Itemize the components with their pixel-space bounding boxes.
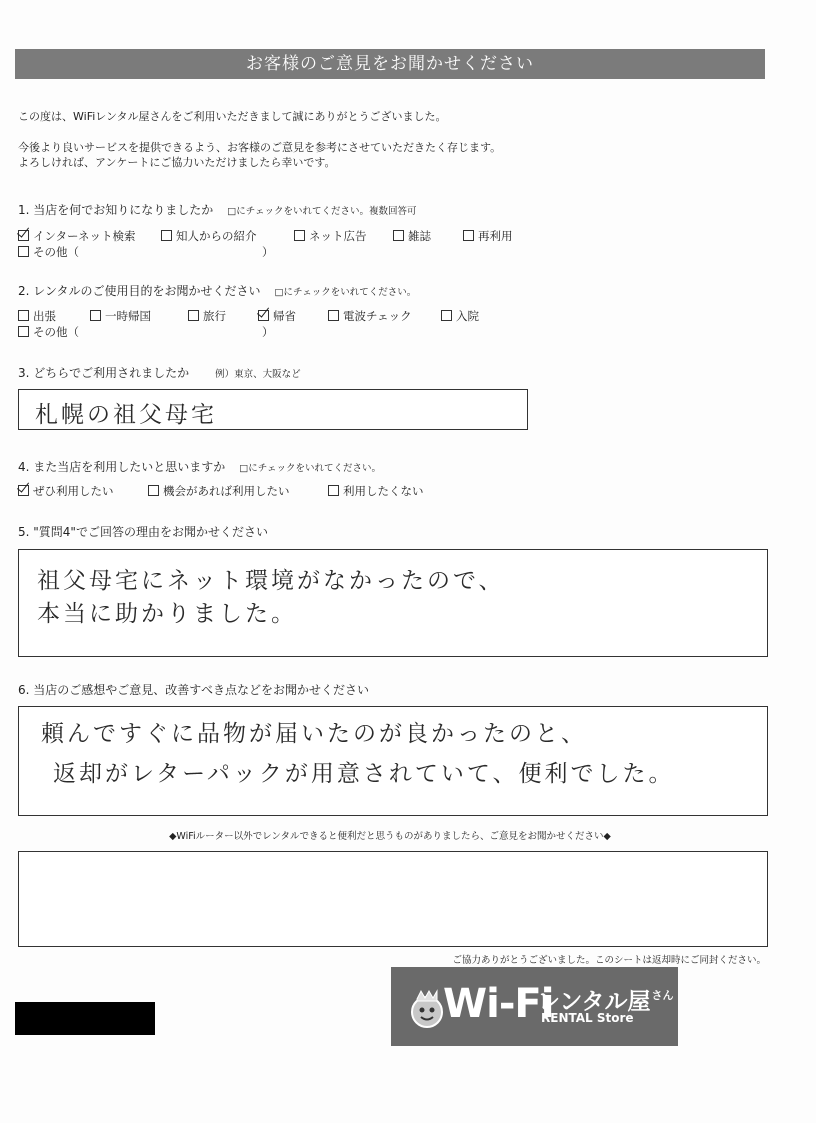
- q2-option-hospital[interactable]: 入院: [441, 308, 479, 324]
- question-5-answer-line-2: 本当に助かりました。: [37, 601, 297, 627]
- q2-option-business-trip[interactable]: 出張: [18, 308, 56, 324]
- logo-english-text: RENTAL Store: [541, 1011, 634, 1025]
- question-4-options: [18, 483, 798, 499]
- q2-option-signal-check[interactable]: 電波チェック: [328, 308, 412, 324]
- checkbox[interactable]: [148, 485, 159, 496]
- intro-line-3: よろしければ、アンケートにご協力いただけましたら幸いです。: [18, 156, 336, 169]
- checkbox[interactable]: [328, 485, 339, 496]
- checkbox[interactable]: [328, 310, 339, 321]
- logo-wifi-text: Wi-Fi: [443, 981, 554, 1027]
- footer-note: ご協力ありがとうございました。このシートは返却時にご同封ください。: [452, 955, 766, 966]
- q2-option-temporary-return[interactable]: 一時帰国: [90, 308, 151, 324]
- question-2-options: [18, 308, 798, 324]
- question-6: [18, 682, 369, 698]
- question-1: [18, 202, 416, 220]
- question-4: [18, 459, 381, 477]
- checkbox[interactable]: [18, 326, 29, 337]
- checkbox[interactable]: [18, 246, 29, 257]
- question-2: [18, 283, 416, 301]
- q2-option-travel[interactable]: 旅行: [188, 308, 226, 324]
- question-3: [18, 365, 301, 383]
- q1-option-referral[interactable]: 知人からの紹介: [161, 228, 257, 244]
- extra-question-label: ◆WiFiルーター以外でレンタルできると便利だと思うものがありましたら、ご意見をお聞かせください◆: [169, 831, 611, 842]
- checkbox[interactable]: [18, 310, 29, 321]
- intro-line-2: 今後より良いサービスを提供できるよう、お客様のご意見を参考にさせていただきたく存じます。: [18, 141, 502, 154]
- checkbox-checked[interactable]: [18, 230, 29, 241]
- mascot-icon: [407, 989, 447, 1029]
- checkbox[interactable]: [188, 310, 199, 321]
- q4-option-no[interactable]: 利用したくない: [328, 483, 424, 499]
- q1-option-web-ad[interactable]: ネット広告: [294, 228, 367, 244]
- question-6-answer-line-2: 返却がレターパックが用意されていて、便利でした。: [53, 761, 675, 787]
- q4-option-definitely[interactable]: ぜひ利用したい: [18, 483, 114, 499]
- question-3-answer: 札幌の祖父母宅: [35, 402, 217, 428]
- q1-option-reuse[interactable]: 再利用: [463, 228, 513, 244]
- question-5-answer-line-1: 祖父母宅にネット環境がなかったので、: [37, 568, 505, 594]
- wifi-rental-logo: [391, 967, 678, 1046]
- question-2-hint: □にチェックをいれてください。: [274, 287, 417, 298]
- question-4-label: 4. また当店を利用したいと思いますか: [18, 460, 226, 474]
- question-2-label: 2. レンタルのご使用目的をお聞かせください: [18, 284, 261, 298]
- intro-line-1: この度は、WiFiレンタル屋さんをご利用いただきまして誠にありがとうございました。: [18, 110, 447, 123]
- q1-option-magazine[interactable]: 雑誌: [393, 228, 431, 244]
- checkbox[interactable]: [294, 230, 305, 241]
- checkbox[interactable]: [161, 230, 172, 241]
- question-5: [18, 524, 268, 540]
- question-4-hint: □にチェックをいれてください。: [239, 463, 381, 474]
- q4-option-if-chance[interactable]: 機会があれば利用したい: [148, 483, 290, 499]
- question-1-options: [18, 228, 798, 244]
- question-1-other[interactable]: その他（ ）: [18, 244, 318, 260]
- checkbox[interactable]: [463, 230, 474, 241]
- checkbox-checked[interactable]: [18, 485, 29, 496]
- question-3-answer-box[interactable]: [18, 389, 528, 430]
- question-5-answer-box[interactable]: [18, 549, 768, 657]
- checkbox[interactable]: [441, 310, 452, 321]
- question-1-label: 1. 当店を何でお知りになりましたか: [18, 203, 214, 217]
- page-title: お客様のご意見をお聞かせください: [15, 49, 765, 79]
- checkbox[interactable]: [393, 230, 404, 241]
- question-1-hint: □にチェックをいれてください。複数回答可: [227, 206, 417, 217]
- logo-japanese-text: レンタル屋$^{さん}$: [537, 989, 674, 1015]
- question-2-other[interactable]: その他（ ）: [18, 324, 318, 340]
- question-5-label: 5. "質問4"でご回答の理由をお聞かせください: [18, 525, 268, 539]
- question-3-label: 3. どちらでご利用されましたか: [18, 366, 190, 380]
- question-6-label: 6. 当店のご感想やご意見、改善すべき点などをお聞かせください: [18, 683, 370, 697]
- q2-option-homecoming[interactable]: 帰省: [258, 308, 296, 324]
- checkbox[interactable]: [90, 310, 101, 321]
- question-6-answer-box[interactable]: [18, 706, 768, 816]
- extra-answer-box[interactable]: [18, 851, 768, 947]
- question-3-hint: 例）東京、大阪など: [215, 369, 301, 380]
- q1-option-internet-search[interactable]: インターネット検索: [18, 228, 135, 244]
- checkbox-checked[interactable]: [258, 310, 269, 321]
- redaction-block: [15, 1002, 155, 1035]
- question-6-answer-line-1: 頼んですぐに品物が届いたのが良かったのと、: [41, 721, 587, 747]
